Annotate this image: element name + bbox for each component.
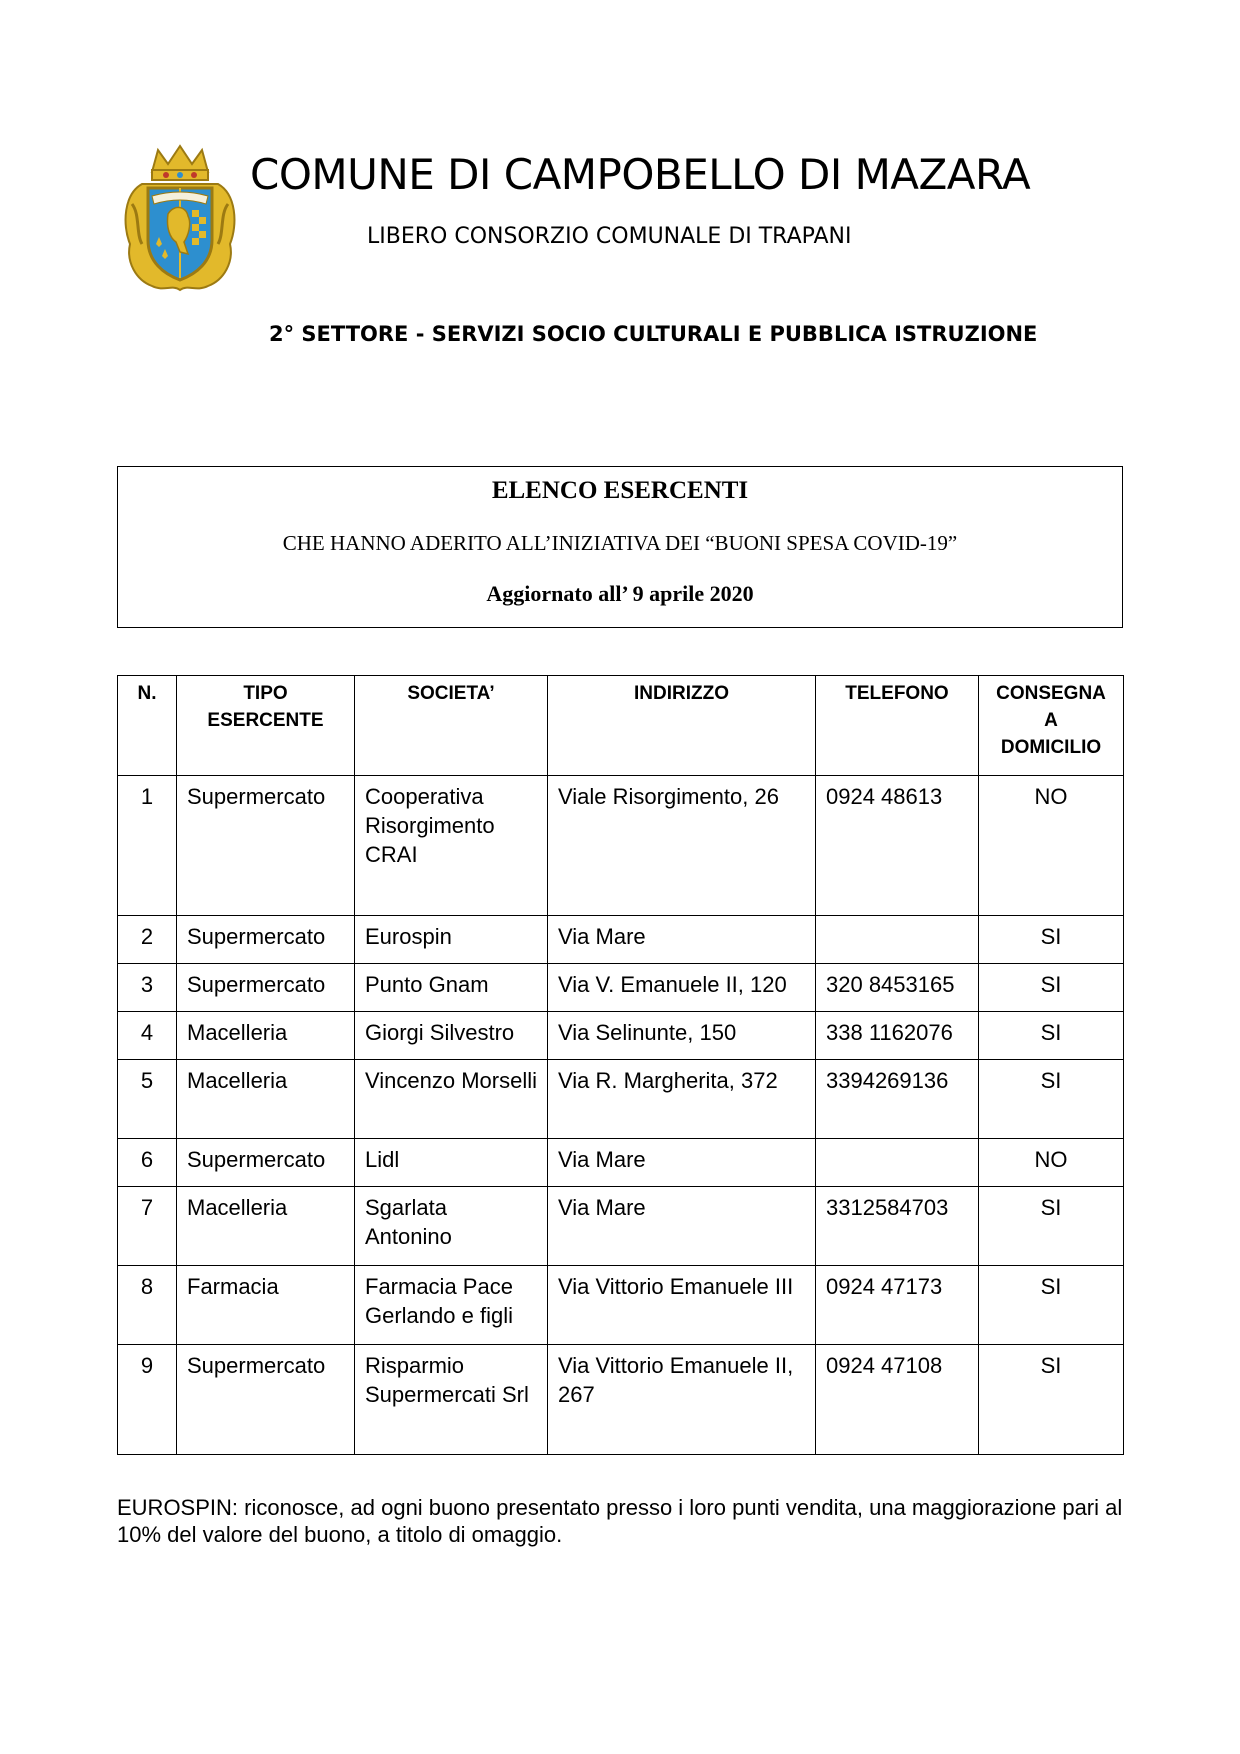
table-row bbox=[118, 964, 1124, 1012]
merchant-phone bbox=[816, 916, 979, 964]
merchant-type: Supermercato bbox=[177, 1139, 355, 1187]
table-header-row bbox=[118, 676, 1124, 776]
merchant-company: Giorgi Silvestro bbox=[355, 1012, 548, 1060]
table-row bbox=[118, 916, 1124, 964]
row-number: 5 bbox=[118, 1060, 177, 1139]
merchant-address: Via Mare bbox=[548, 916, 816, 964]
row-number: 9 bbox=[118, 1345, 177, 1455]
row-number: 7 bbox=[118, 1187, 177, 1266]
merchant-company: Cooperativa Risorgimento CRAI bbox=[355, 776, 548, 916]
update-date: Aggiornato all’ 9 aprile 2020 bbox=[486, 581, 754, 606]
table-row bbox=[118, 1266, 1124, 1345]
merchant-phone: 0924 48613 bbox=[816, 776, 979, 916]
consortium-subtitle: LIBERO CONSORZIO COMUNALE DI TRAPANI bbox=[367, 224, 852, 249]
table-row bbox=[118, 1345, 1124, 1455]
home-delivery: SI bbox=[979, 916, 1124, 964]
merchant-address: Via R. Margherita, 372 bbox=[548, 1060, 816, 1139]
home-delivery: SI bbox=[979, 1345, 1124, 1455]
merchant-type: Supermercato bbox=[177, 1345, 355, 1455]
merchant-address: Via Vittorio Emanuele II, 267 bbox=[548, 1345, 816, 1455]
merchant-type: Supermercato bbox=[177, 964, 355, 1012]
merchant-type: Macelleria bbox=[177, 1012, 355, 1060]
merchant-phone: 338 1162076 bbox=[816, 1012, 979, 1060]
merchant-phone: 0924 47108 bbox=[816, 1345, 979, 1455]
merchant-phone bbox=[816, 1139, 979, 1187]
merchant-company: Eurospin bbox=[355, 916, 548, 964]
merchant-company: Farmacia Pace Gerlando e figli bbox=[355, 1266, 548, 1345]
merchant-phone: 3312584703 bbox=[816, 1187, 979, 1266]
table-row bbox=[118, 1060, 1124, 1139]
row-number: 8 bbox=[118, 1266, 177, 1345]
merchant-type: Supermercato bbox=[177, 776, 355, 916]
table-row bbox=[118, 1139, 1124, 1187]
table-row bbox=[118, 776, 1124, 916]
header-company: SOCIETA’ bbox=[355, 676, 548, 776]
merchant-phone: 0924 47173 bbox=[816, 1266, 979, 1345]
header-delivery: CONSEGNA A DOMICILIO bbox=[979, 676, 1124, 776]
home-delivery: SI bbox=[979, 1012, 1124, 1060]
merchant-company: Lidl bbox=[355, 1139, 548, 1187]
home-delivery: SI bbox=[979, 1060, 1124, 1139]
row-number: 1 bbox=[118, 776, 177, 916]
merchant-type: Supermercato bbox=[177, 916, 355, 964]
row-number: 3 bbox=[118, 964, 177, 1012]
header-num: N. bbox=[118, 676, 177, 776]
merchant-phone: 3394269136 bbox=[816, 1060, 979, 1139]
list-heading-box bbox=[117, 466, 1123, 628]
merchant-type: Farmacia bbox=[177, 1266, 355, 1345]
home-delivery: NO bbox=[979, 776, 1124, 916]
header-type: TIPO ESERCENTE bbox=[177, 676, 355, 776]
header-phone: TELEFONO bbox=[816, 676, 979, 776]
merchant-address: Viale Risorgimento, 26 bbox=[548, 776, 816, 916]
municipal-coat-of-arms-icon bbox=[122, 144, 238, 294]
table-row bbox=[118, 1012, 1124, 1060]
row-number: 2 bbox=[118, 916, 177, 964]
sector-heading: 2° SETTORE - SERVIZI SOCIO CULTURALI E PUBBLICA ISTRUZIONE bbox=[269, 322, 1038, 346]
merchant-company: Vincenzo Morselli bbox=[355, 1060, 548, 1139]
list-title: ELENCO ESERCENTI bbox=[491, 477, 749, 504]
merchants-table bbox=[117, 675, 1124, 1455]
merchant-address: Via Vittorio Emanuele III bbox=[548, 1266, 816, 1345]
merchant-company: Punto Gnam bbox=[355, 964, 548, 1012]
merchant-address: Via Mare bbox=[548, 1187, 816, 1266]
merchant-company: Risparmio Supermercati Srl bbox=[355, 1345, 548, 1455]
merchant-type: Macelleria bbox=[177, 1187, 355, 1266]
merchant-company: Sgarlata Antonino bbox=[355, 1187, 548, 1266]
list-subtitle: CHE HANNO ADERITO ALL’INIZIATIVA DEI “BUONI SPESA COVID-19” bbox=[282, 531, 958, 555]
home-delivery: NO bbox=[979, 1139, 1124, 1187]
row-number: 4 bbox=[118, 1012, 177, 1060]
merchant-address: Via Selinunte, 150 bbox=[548, 1012, 816, 1060]
home-delivery: SI bbox=[979, 1187, 1124, 1266]
row-number: 6 bbox=[118, 1139, 177, 1187]
header-address: INDIRIZZO bbox=[548, 676, 816, 776]
merchant-address: Via Mare bbox=[548, 1139, 816, 1187]
merchant-type: Macelleria bbox=[177, 1060, 355, 1139]
home-delivery: SI bbox=[979, 1266, 1124, 1345]
home-delivery: SI bbox=[979, 964, 1124, 1012]
merchant-phone: 320 8453165 bbox=[816, 964, 979, 1012]
eurospin-footnote: EUROSPIN: riconosce, ad ogni buono presentato presso i loro punti vendita, una maggiorazione pari al 10% del valore del buono, a titolo di omaggio. bbox=[117, 1495, 1123, 1547]
municipality-title: COMUNE DI CAMPOBELLO DI MAZARA bbox=[250, 150, 1031, 199]
table-row bbox=[118, 1187, 1124, 1266]
merchant-address: Via V. Emanuele II, 120 bbox=[548, 964, 816, 1012]
